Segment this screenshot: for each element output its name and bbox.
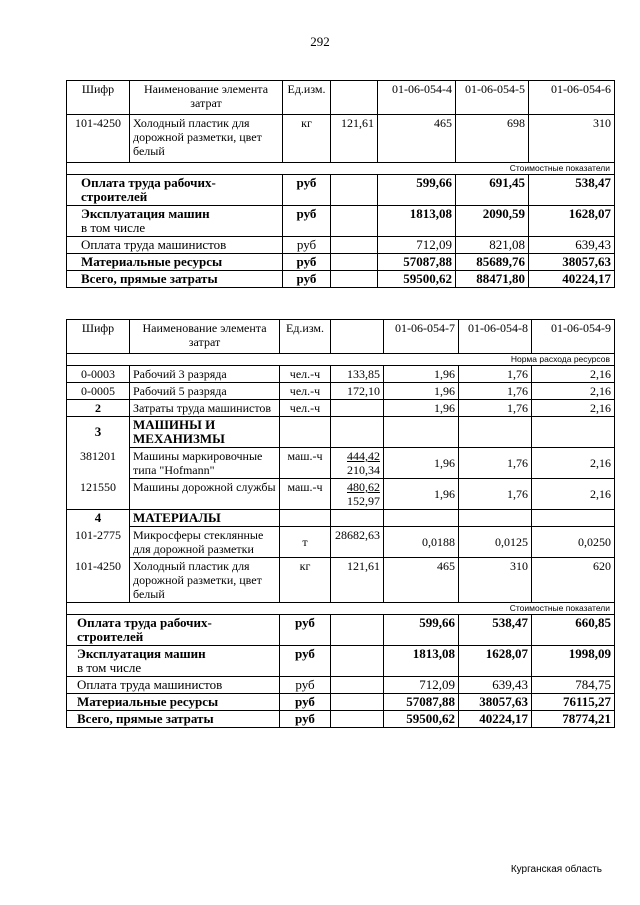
- cost-value: 40224,17: [459, 711, 532, 728]
- cost-row: [67, 206, 615, 237]
- cost-value: 599,66: [384, 615, 459, 646]
- row-price: 133,85: [331, 366, 384, 383]
- row-value: 2,16: [532, 448, 615, 479]
- cost-row: [67, 175, 615, 206]
- cost-label: Всего, прямые затраты: [67, 711, 280, 728]
- row-value: 1,96: [384, 400, 459, 417]
- cost-value: 76115,27: [532, 694, 615, 711]
- section-code: 4: [67, 510, 130, 527]
- section-title: Стоимостные показатели: [67, 603, 615, 615]
- empty-cell: [384, 510, 459, 527]
- row-unit: кг: [280, 558, 331, 603]
- cost-price-empty: [331, 237, 378, 254]
- cost-row: [67, 694, 615, 711]
- cost-value: 78774,21: [532, 711, 615, 728]
- cost-price-empty: [331, 271, 378, 288]
- norm-title: Норма расхода ресурсов: [67, 354, 615, 366]
- empty-cell: [459, 510, 532, 527]
- table-row: [67, 527, 615, 558]
- row-name: Машины дорожной службы: [130, 479, 280, 510]
- empty-cell: [384, 417, 459, 448]
- row-code: 101-4250: [67, 115, 130, 163]
- row-price: 444,42: [347, 449, 380, 463]
- row-price: [331, 400, 384, 417]
- row-value: 465: [384, 558, 459, 603]
- cost-value: 57087,88: [384, 694, 459, 711]
- section-title: МАШИНЫ И МЕХАНИЗМЫ: [130, 417, 280, 448]
- page-number: 292: [310, 34, 330, 49]
- cost-row: [67, 254, 615, 271]
- row-code: 381201: [67, 448, 130, 479]
- cost-value: 40224,17: [529, 271, 615, 288]
- row-price-machinist: 152,97: [347, 494, 380, 508]
- cost-value: 639,43: [529, 237, 615, 254]
- cost-value: 1628,07: [529, 206, 615, 237]
- row-value: 310: [529, 115, 615, 163]
- table-row: [67, 448, 615, 479]
- cost-unit: руб: [280, 711, 331, 728]
- row-price-machinist: 210,34: [347, 463, 380, 477]
- header-price: [331, 320, 384, 354]
- row-code: 0-0005: [67, 383, 130, 400]
- cost-value: 538,47: [459, 615, 532, 646]
- empty-cell: [532, 417, 615, 448]
- row-value: 1,76: [459, 383, 532, 400]
- header-price: [331, 81, 378, 115]
- row-name: Рабочий 3 разряда: [130, 366, 280, 383]
- cost-label-cell: [67, 206, 283, 237]
- cost-price-empty: [331, 175, 378, 206]
- row-value: 620: [532, 558, 615, 603]
- row-code: 0-0003: [67, 366, 130, 383]
- cost-label: Материальные ресурсы: [67, 254, 283, 271]
- cost-price-empty: [331, 677, 384, 694]
- header-norm-code: 01-06-054-4: [378, 81, 456, 115]
- cost-price-empty: [331, 711, 384, 728]
- cost-unit: руб: [280, 694, 331, 711]
- cost-value: 538,47: [529, 175, 615, 206]
- empty-cell: [280, 510, 331, 527]
- resource-table-2: [66, 319, 615, 728]
- cost-price-empty: [331, 694, 384, 711]
- row-price: 480,62: [347, 480, 380, 494]
- cost-unit: руб: [283, 175, 331, 206]
- row-unit: маш.-ч: [280, 479, 331, 510]
- row-value: 2,16: [532, 400, 615, 417]
- row-price: 121,61: [331, 115, 378, 163]
- cost-label-cell: [67, 646, 280, 677]
- cost-price-empty: [331, 254, 378, 271]
- cost-price-empty: [331, 646, 384, 677]
- cost-value: 691,45: [456, 175, 529, 206]
- section-row: [67, 354, 615, 366]
- cost-value: 38057,63: [529, 254, 615, 271]
- row-value: 1,76: [459, 448, 532, 479]
- cost-price-empty: [331, 206, 378, 237]
- row-unit: кг: [283, 115, 331, 163]
- footer-region: Курганская область: [510, 864, 602, 875]
- row-name: Машины маркировочные типа "Hofmann": [130, 448, 280, 479]
- row-price: 121,61: [331, 558, 384, 603]
- table-header-row: [67, 320, 615, 354]
- section-row: [67, 163, 615, 175]
- header-unit: Ед.изм.: [280, 320, 331, 354]
- cost-value: 2090,59: [456, 206, 529, 237]
- row-value: 310: [459, 558, 532, 603]
- cost-unit: руб: [283, 271, 331, 288]
- cost-row: [67, 237, 615, 254]
- cost-value: 59500,62: [378, 271, 456, 288]
- header-norm-code: 01-06-054-6: [529, 81, 615, 115]
- row-name: Микросферы стеклянные для дорожной разметки: [130, 527, 280, 558]
- row-value: 0,0125: [459, 527, 532, 558]
- row-value: 1,76: [459, 400, 532, 417]
- row-price: 172,10: [331, 383, 384, 400]
- row-unit: маш.-ч: [280, 448, 331, 479]
- cost-value: 821,08: [456, 237, 529, 254]
- cost-unit: руб: [280, 646, 331, 677]
- empty-cell: [331, 417, 384, 448]
- cost-unit: руб: [280, 615, 331, 646]
- cost-value: 1813,08: [384, 646, 459, 677]
- cost-value: 85689,76: [456, 254, 529, 271]
- header-name: Наименование элемента затрат: [130, 320, 280, 354]
- cost-price-empty: [331, 615, 384, 646]
- row-value: 1,96: [384, 383, 459, 400]
- table-row: [67, 479, 615, 510]
- row-unit: чел.-ч: [280, 366, 331, 383]
- row-price: 28682,63: [331, 527, 384, 558]
- resource-table-1: [66, 80, 615, 288]
- row-value: 2,16: [532, 479, 615, 510]
- cost-label: Оплата труда машинистов: [67, 237, 283, 254]
- row-code: 2: [67, 400, 130, 417]
- cost-value: 712,09: [378, 237, 456, 254]
- table-header-row: [67, 81, 615, 115]
- cost-label: Всего, прямые затраты: [67, 271, 283, 288]
- cost-label: Эксплуатация машин: [77, 646, 206, 661]
- cost-value: 712,09: [384, 677, 459, 694]
- cost-row: [67, 677, 615, 694]
- table-row: [67, 366, 615, 383]
- header-name: Наименование элемента затрат: [130, 81, 283, 115]
- header-code: Шифр: [67, 81, 130, 115]
- empty-cell: [532, 510, 615, 527]
- row-code: 101-4250: [67, 558, 130, 603]
- row-price-cell: [331, 448, 384, 479]
- cost-value: 660,85: [532, 615, 615, 646]
- row-unit: чел.-ч: [280, 400, 331, 417]
- table-row: [67, 115, 615, 163]
- cost-sublabel: в том числе: [81, 220, 146, 235]
- cost-row: [67, 711, 615, 728]
- row-name: Холодный пластик для дорожной разметки, цвет белый: [130, 115, 283, 163]
- cost-label: Оплата труда машинистов: [67, 677, 280, 694]
- cost-value: 59500,62: [384, 711, 459, 728]
- row-value: 1,96: [384, 366, 459, 383]
- row-price-cell: [331, 479, 384, 510]
- section-header-row: [67, 510, 615, 527]
- empty-cell: [331, 510, 384, 527]
- row-name: Холодный пластик для дорожной разметки, цвет белый: [130, 558, 280, 603]
- section-row: [67, 603, 615, 615]
- cost-label: Оплата труда рабочих-строителей: [67, 615, 280, 646]
- cost-unit: руб: [283, 206, 331, 237]
- header-unit: Ед.изм.: [283, 81, 331, 115]
- cost-row: [67, 271, 615, 288]
- header-norm-code: 01-06-054-9: [532, 320, 615, 354]
- empty-cell: [459, 417, 532, 448]
- row-value: 1,96: [384, 448, 459, 479]
- header-norm-code: 01-06-054-7: [384, 320, 459, 354]
- table-row: [67, 400, 615, 417]
- table-row: [67, 558, 615, 603]
- section-title: МАТЕРИАЛЫ: [130, 510, 280, 527]
- row-value: 698: [456, 115, 529, 163]
- row-value: 0,0250: [532, 527, 615, 558]
- row-value: 2,16: [532, 366, 615, 383]
- row-value: 465: [378, 115, 456, 163]
- cost-value: 1628,07: [459, 646, 532, 677]
- row-name: Затраты труда машинистов: [130, 400, 280, 417]
- row-code: 121550: [67, 479, 130, 510]
- section-title: Стоимостные показатели: [67, 163, 615, 175]
- row-value: 1,96: [384, 479, 459, 510]
- cost-sublabel: в том числе: [77, 660, 142, 675]
- header-code: Шифр: [67, 320, 130, 354]
- cost-value: 57087,88: [378, 254, 456, 271]
- cost-row: [67, 615, 615, 646]
- row-value: 0,0188: [384, 527, 459, 558]
- cost-value: 639,43: [459, 677, 532, 694]
- cost-value: 784,75: [532, 677, 615, 694]
- cost-label: Оплата труда рабочих-строителей: [67, 175, 283, 206]
- cost-value: 88471,80: [456, 271, 529, 288]
- row-value: 2,16: [532, 383, 615, 400]
- cost-row: [67, 646, 615, 677]
- cost-label: Материальные ресурсы: [67, 694, 280, 711]
- row-value: 1,76: [459, 479, 532, 510]
- cost-unit: руб: [283, 237, 331, 254]
- cost-value: 1998,09: [532, 646, 615, 677]
- row-unit: т: [280, 527, 331, 558]
- section-code: 3: [67, 417, 130, 448]
- row-value: 1,76: [459, 366, 532, 383]
- row-code: 101-2775: [67, 527, 130, 558]
- cost-unit: руб: [283, 254, 331, 271]
- table-row: [67, 383, 615, 400]
- cost-value: 1813,08: [378, 206, 456, 237]
- header-norm-code: 01-06-054-5: [456, 81, 529, 115]
- section-header-row: [67, 417, 615, 448]
- empty-cell: [280, 417, 331, 448]
- cost-label: Эксплуатация машин: [81, 206, 210, 221]
- row-name: Рабочий 5 разряда: [130, 383, 280, 400]
- cost-unit: руб: [280, 677, 331, 694]
- cost-value: 38057,63: [459, 694, 532, 711]
- cost-value: 599,66: [378, 175, 456, 206]
- row-unit: чел.-ч: [280, 383, 331, 400]
- header-norm-code: 01-06-054-8: [459, 320, 532, 354]
